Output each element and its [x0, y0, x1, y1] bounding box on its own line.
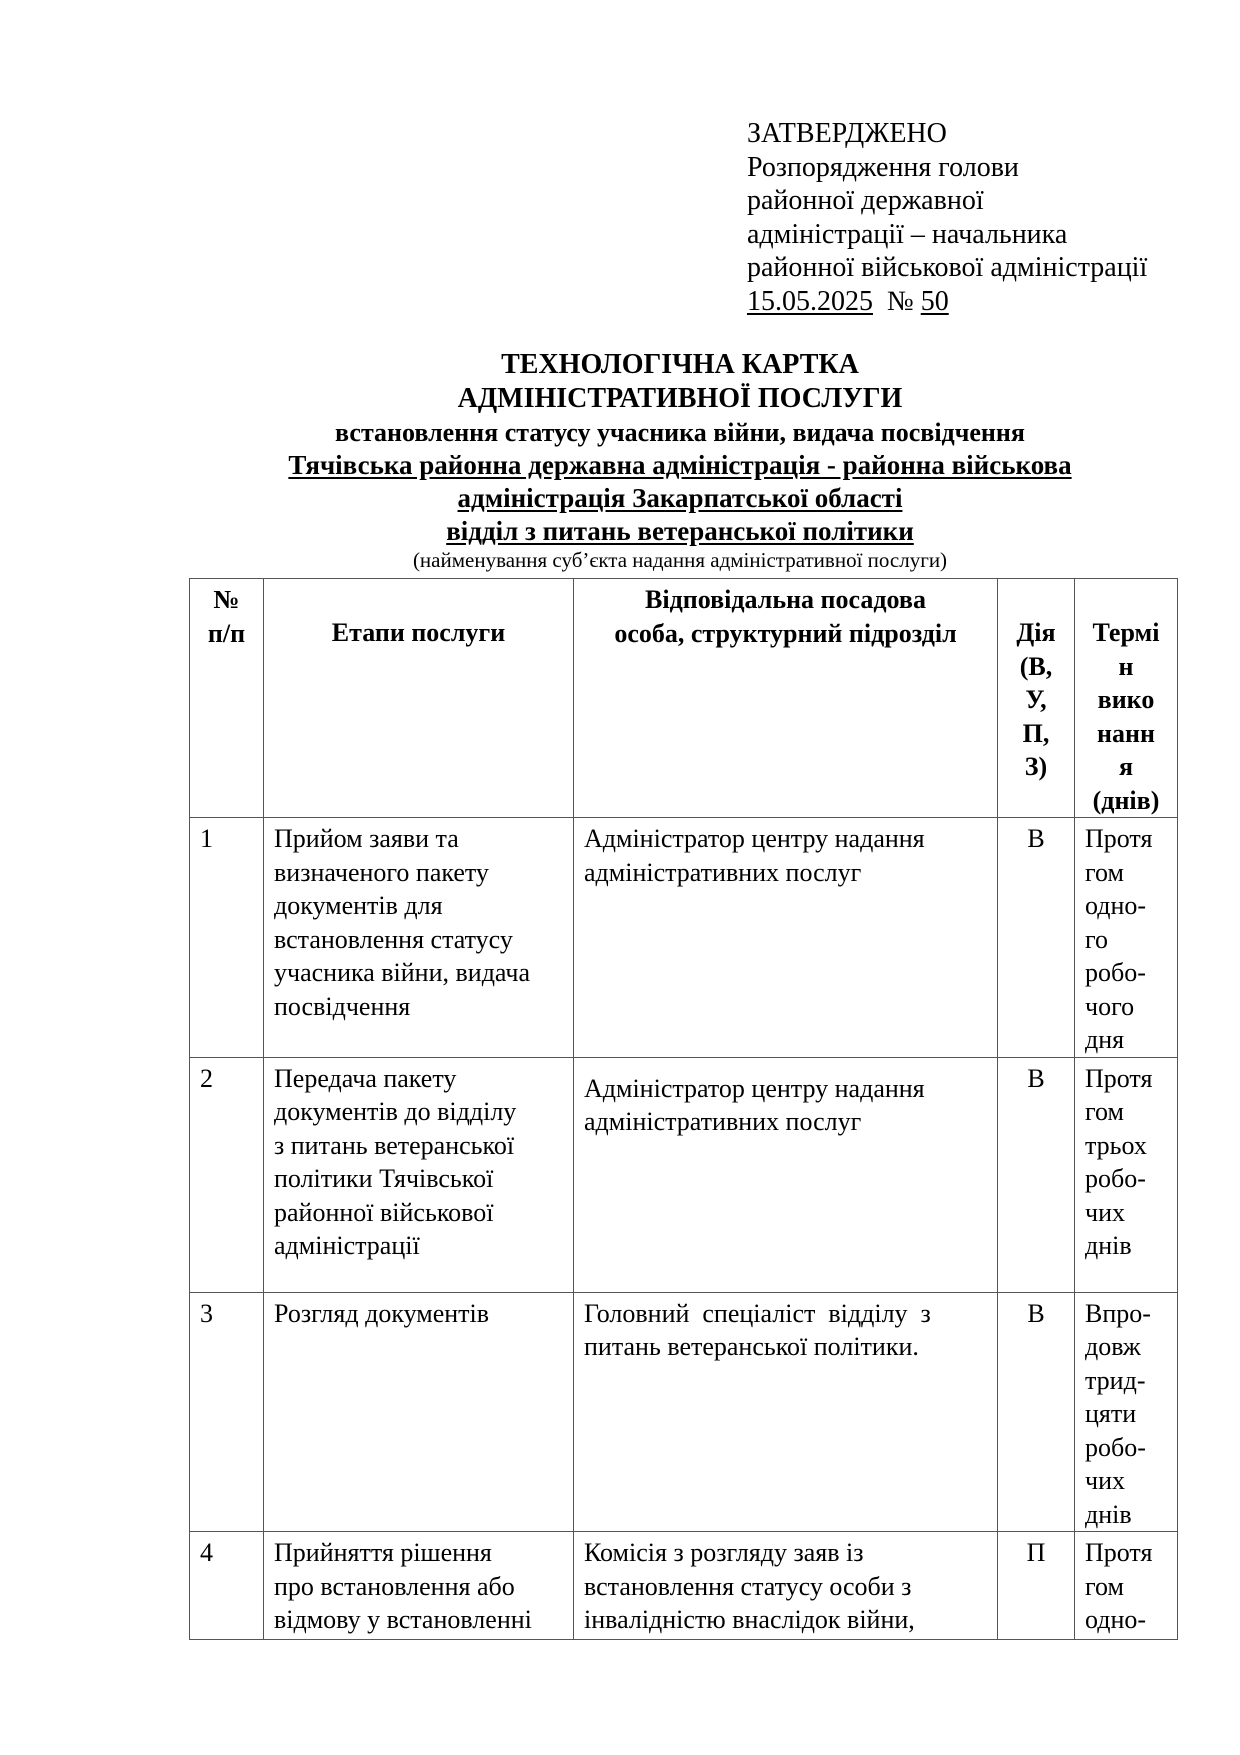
header-action [998, 579, 1075, 818]
cell-line: документів до відділу [274, 1097, 517, 1126]
cell-line: Протя [1085, 1538, 1153, 1567]
cell-line: чого [1085, 991, 1135, 1021]
row-responsible [574, 1292, 998, 1532]
cell-line: Прийняття рішення [274, 1538, 492, 1567]
cell-line: Протя [1085, 1063, 1153, 1093]
row-stage [264, 1292, 574, 1532]
row-term [1075, 818, 1178, 1058]
cell-line: одно- [1085, 1605, 1147, 1634]
header-text: особа, структурний підрозділ [614, 618, 957, 648]
cell-line: встановлення статусу [274, 924, 513, 954]
cell-line: адміністративних послуг [584, 1107, 862, 1136]
cell-line: гом [1085, 1571, 1124, 1601]
cell-line: одно- [1085, 891, 1147, 920]
cell-line: днів [1085, 1499, 1132, 1529]
cell-line: районної військової [274, 1197, 494, 1227]
approval-line: адміністрації – начальника [747, 218, 1068, 250]
cell-line: інвалідністю внаслідок війни, [584, 1605, 915, 1634]
approval-line: районної державної [747, 185, 984, 216]
header-text: я [1118, 752, 1134, 781]
approval-date: 15.05.2025 [747, 285, 873, 317]
cell-line: робо- [1085, 1432, 1146, 1462]
title-block [130, 348, 1230, 573]
cell-line: Протя [1085, 824, 1153, 853]
cell-line: посвідчення [274, 991, 411, 1021]
cell-line: Розгляд документів [274, 1298, 490, 1328]
header-text: № [213, 585, 240, 614]
row-stage [264, 1532, 574, 1640]
row-num: 2 [190, 1057, 264, 1292]
row-action: В [998, 1292, 1075, 1532]
cell-line: Адміністратор центру надання [584, 824, 925, 853]
subject-caption: (найменування суб’єкта надання адміністративної послуги) [412, 548, 948, 572]
header-text: (В, [1019, 651, 1053, 681]
row-term [1075, 1292, 1178, 1532]
table-header-row [190, 579, 1178, 818]
approval-line: Розпорядження голови [747, 151, 1019, 183]
cell-line: го [1085, 924, 1109, 954]
cell-line: встановлення статусу особи з [584, 1571, 912, 1601]
document-title: ТЕХНОЛОГІЧНА КАРТКА [501, 349, 859, 380]
header-text: У, [1025, 685, 1047, 714]
cell-line: політики Тячівської [274, 1164, 494, 1193]
header-text: нанн [1097, 718, 1155, 748]
header-stage [264, 579, 574, 818]
table-row [190, 1057, 1178, 1292]
cell-line: трид- [1085, 1365, 1146, 1395]
header-term [1075, 579, 1178, 818]
cell-line: визначеного пакету [274, 857, 489, 887]
cell-line: учасника війни, видача [274, 958, 531, 987]
cell-line: Головний спеціаліст відділу з [584, 1298, 931, 1328]
row-num: 4 [190, 1532, 264, 1640]
cell-line: Комісія з розгляду заяв із [584, 1538, 864, 1567]
header-text: вико [1097, 685, 1155, 714]
header-text: Дія [1016, 618, 1056, 647]
table-row [190, 818, 1178, 1058]
cell-line: чих [1085, 1466, 1125, 1495]
approval-number: 50 [920, 285, 949, 317]
subject-name: адміністрація Закарпатської області [457, 483, 903, 513]
header-num [190, 579, 264, 818]
row-stage [264, 1057, 574, 1292]
header-text: (днів) [1092, 785, 1160, 815]
cell-line: робо- [1085, 958, 1146, 987]
subject-name: відділ з питань ветеранської політики [446, 516, 914, 546]
header-text: п/п [207, 618, 246, 648]
header-text: З) [1024, 752, 1048, 781]
cell-line: Передача пакету [274, 1063, 457, 1093]
cell-line: з питань ветеранської [274, 1130, 515, 1160]
cell-line: документів для [274, 891, 443, 920]
cell-line: про встановлення або [274, 1571, 515, 1601]
table-row [190, 1292, 1178, 1532]
header-text: Відповідальна посадова [645, 585, 926, 614]
cell-line: адміністративних послуг [584, 857, 862, 887]
cell-line: трьох [1085, 1130, 1147, 1160]
table-row [190, 1532, 1178, 1640]
header-responsible [574, 579, 998, 818]
approval-date-number [747, 285, 1147, 319]
subject-name: Тячівська районна державна адміністрація - районна військова [288, 450, 1072, 480]
row-action: В [998, 1057, 1075, 1292]
header-text: Термі [1092, 618, 1160, 647]
service-name: встановлення статусу учасника війни, видача посвідчення [335, 418, 1025, 447]
row-responsible [574, 818, 998, 1058]
row-responsible [574, 1057, 998, 1292]
row-action: П [998, 1532, 1075, 1640]
row-term [1075, 1532, 1178, 1640]
row-term [1075, 1057, 1178, 1292]
cell-line: Адміністратор центру надання [584, 1073, 925, 1103]
approval-block [747, 117, 1147, 318]
header-text: Етапи послуги [331, 618, 506, 647]
cell-line: адміністрації [274, 1231, 420, 1260]
row-stage [264, 818, 574, 1058]
cell-line: днів [1085, 1231, 1132, 1260]
cell-line: гом [1085, 1097, 1124, 1126]
row-action: В [998, 818, 1075, 1058]
cell-line: чих [1085, 1197, 1125, 1227]
approval-line: районної військової адміністрації [747, 252, 1148, 283]
approval-line: ЗАТВЕРДЖЕНО [747, 118, 947, 149]
cell-line: цяти [1085, 1399, 1137, 1428]
technology-card-table [189, 578, 1178, 1640]
row-num: 1 [190, 818, 264, 1058]
cell-line: Впро- [1085, 1298, 1151, 1328]
cell-line: гом [1085, 857, 1124, 887]
row-num: 3 [190, 1292, 264, 1532]
cell-line: робо- [1085, 1164, 1146, 1193]
header-text: П, [1022, 718, 1050, 748]
cell-line: дня [1085, 1025, 1125, 1054]
cell-line: відмову у встановленні [274, 1605, 532, 1634]
row-responsible [574, 1532, 998, 1640]
cell-line: питань ветеранської політики. [584, 1332, 919, 1361]
cell-line: довж [1085, 1332, 1141, 1361]
number-sign: № [887, 285, 914, 317]
document-title: АДМІНІСТРАТИВНОЇ ПОСЛУГИ [457, 383, 903, 414]
header-text: н [1118, 651, 1134, 681]
cell-line: Прийом заяви та [274, 824, 459, 853]
